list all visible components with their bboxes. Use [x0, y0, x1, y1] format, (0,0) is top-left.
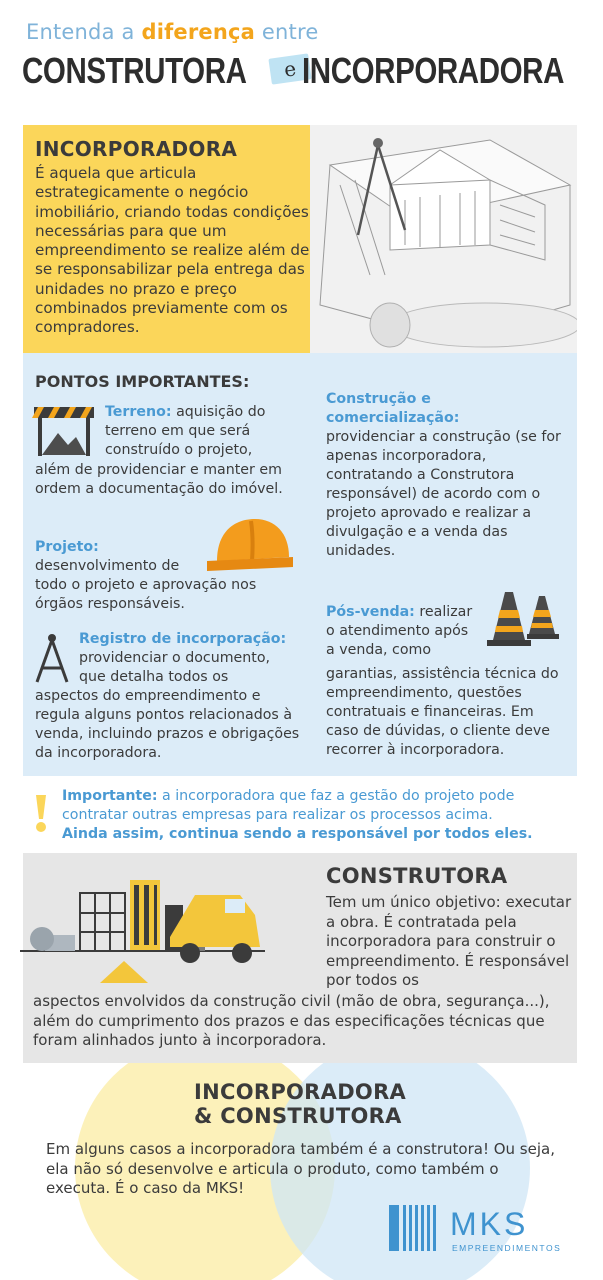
roadblock-icon — [32, 405, 97, 457]
subtitle-suffix: entre — [255, 20, 319, 44]
final-title — [194, 1080, 406, 1128]
final-title-line-1: INCORPORADORA — [194, 1080, 407, 1104]
blueprint-illustration — [310, 125, 577, 353]
terreno-line-2: terreno em que será — [105, 423, 251, 439]
title-connector: e — [268, 53, 311, 84]
important-label: Importante: — [62, 788, 158, 804]
construcao-text: providenciar a construção (se for apenas incorporadora, contratando a Construtora responsável) de acordo com o projeto aprovado e realizar a divulgação e a venda das unidades. — [326, 429, 561, 559]
header-subtitle — [26, 20, 318, 44]
posvenda-line-3: a venda, como — [326, 642, 432, 658]
posvenda-line-1 — [326, 603, 506, 622]
header-title — [22, 50, 582, 92]
registro-label: Registro de incorporação: — [79, 631, 287, 647]
projeto-label: Projeto: — [35, 539, 99, 555]
final-text: Em alguns casos a incorporadora também é a construtora! Ou seja, ela não só desenvolve e articula o produto, como também o executa. É o caso da MKS! — [46, 1140, 555, 1197]
terreno-line-3: construído o projeto, — [105, 442, 253, 458]
posvenda-line-4: garantias, assistência técnica do empreendimento, questões contratuais e financeiras. Em caso de dúvidas, o cliente deve recorrer à incorporadora. — [326, 666, 559, 758]
construtora-title: CONSTRUTORA — [326, 864, 508, 888]
title-construtora: CONSTRUTORA — [22, 50, 247, 91]
subtitle-prefix: Entenda a — [26, 20, 142, 44]
drafting-compass-icon — [33, 632, 71, 684]
important-text-b: Ainda assim, continua sendo a responsável por todos eles. — [62, 826, 533, 842]
terreno-label: Terreno: — [105, 404, 172, 420]
title-incorporadora: INCORPORADORA — [302, 50, 565, 91]
posvenda-label: Pós-venda: — [326, 604, 415, 620]
registro-line-1: providenciar o documento, — [79, 650, 271, 666]
mks-logo-subtitle: EMPREENDIMENTOS — [452, 1243, 562, 1253]
construtora-text-1: Tem um único objetivo: executar a obra. É contratada pela incorporadora para construir o empreendimento. É responsável por todos os — [326, 893, 572, 989]
hardhat-icon — [205, 517, 295, 575]
projeto-line-1: desenvolvimento de — [35, 558, 180, 574]
mks-logo-name: MKS — [450, 1206, 529, 1242]
traffic-cones-icon — [483, 590, 563, 648]
posvenda-text-a: realizar — [414, 604, 473, 620]
terreno-line-1 — [105, 403, 305, 422]
construcao-label: Construção e comercialização: — [326, 391, 460, 426]
important-text-a: a incorporadora que faz a gestão do projeto pode contratar outras empresas para realizar os processos acima. — [62, 788, 515, 823]
compass-icon — [373, 138, 383, 148]
final-title-line-2: & CONSTRUTORA — [194, 1104, 402, 1128]
incorporadora-text: É aquela que articula estrategicamente o negócio imobiliário, criando todas condições necessárias para que um empreendimento se realize além de se responsabilizar pela entrega das unidades no prazo e preço combinados previamente com os compradores. — [35, 164, 310, 337]
subtitle-highlight: diferença — [141, 20, 256, 44]
construtora-text-2: aspectos envolvidos da construção civil (mão de obra, segurança...), além do cumprimento dos prazos e das especificações técnicas que foram alinhados junto à incorporadora. — [33, 992, 550, 1049]
terreno-text-a: aquisição do — [171, 404, 266, 420]
exclamation-icon — [34, 793, 48, 833]
construction-site-illustration — [20, 875, 265, 985]
projeto-line-2: todo o projeto e aprovação nos órgãos responsáveis. — [35, 577, 257, 612]
registro-line-2: que detalha todos os — [79, 669, 229, 685]
registro-line-3: aspectos do empreendimento e regula alguns pontos relacionados à venda, incluindo prazos e obrigações da incorporadora. — [35, 688, 300, 761]
pontos-title: PONTOS IMPORTANTES: — [35, 372, 250, 391]
mks-logo-icon — [387, 1203, 447, 1253]
important-note — [62, 787, 582, 844]
posvenda-line-2: o atendimento após — [326, 623, 469, 639]
terreno-line-4: além de providenciar e manter em ordem a documentação do imóvel. — [35, 462, 283, 497]
incorporadora-title: INCORPORADORA — [35, 137, 238, 161]
